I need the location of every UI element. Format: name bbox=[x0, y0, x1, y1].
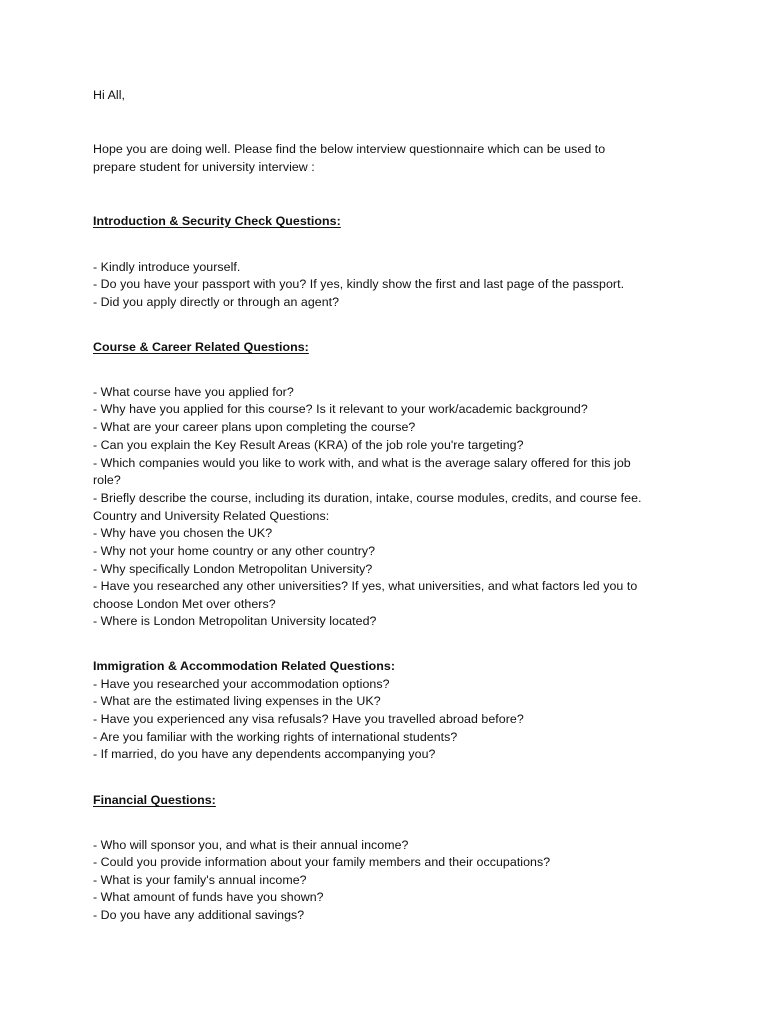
list-item: - Who will sponsor you, and what is their annual income? bbox=[93, 838, 409, 852]
list-item: - Why not your home country or any other country? bbox=[93, 544, 376, 558]
list-item: - Why have you chosen the UK? bbox=[93, 526, 273, 540]
list-item: choose London Met over others? bbox=[93, 597, 276, 611]
list-item: - What are your career plans upon completing the course? bbox=[93, 420, 416, 434]
list-item: - Where is London Metropolitan University located? bbox=[93, 614, 377, 628]
list-item: - Do you have your passport with you? If yes, kindly show the first and last page of the passport. bbox=[93, 277, 625, 291]
list-item: - Have you researched your accommodation options? bbox=[93, 677, 390, 691]
list-item: - Why specifically London Metropolitan University? bbox=[93, 562, 373, 576]
list-item: - Did you apply directly or through an agent? bbox=[93, 295, 340, 309]
list-item: - What is your family's annual income? bbox=[93, 873, 307, 887]
list-item: - Briefly describe the course, including its duration, intake, course modules, credits, and course fee. bbox=[93, 491, 642, 505]
intro-line-2: prepare student for university interview : bbox=[93, 160, 315, 174]
section-heading-security: Introduction & Security Check Questions: bbox=[93, 214, 341, 228]
list-item: - What course have you applied for? bbox=[93, 385, 294, 399]
intro-line-1: Hope you are doing well. Please find the below interview questionnaire which can be used to bbox=[93, 142, 606, 156]
list-item: - Have you researched any other universities? If yes, what universities, and what factors led you to bbox=[93, 579, 638, 593]
greeting: Hi All, bbox=[93, 88, 126, 102]
section-heading-financial: Financial Questions: bbox=[93, 793, 216, 807]
list-item: - Do you have any additional savings? bbox=[93, 908, 305, 922]
list-item: - Are you familiar with the working rights of international students? bbox=[93, 730, 458, 744]
section-heading-immigration: Immigration & Accommodation Related Questions: bbox=[93, 659, 396, 673]
list-item: - Which companies would you like to work with, and what is the average salary offered for this job bbox=[93, 456, 631, 470]
list-item: - Have you experienced any visa refusals? Have you travelled abroad before? bbox=[93, 712, 524, 726]
section-heading-course: Course & Career Related Questions: bbox=[93, 340, 309, 354]
subsection-heading-country: Country and University Related Questions: bbox=[93, 509, 330, 523]
list-item: - Can you explain the Key Result Areas (KRA) of the job role you're targeting? bbox=[93, 438, 524, 452]
list-item: - If married, do you have any dependents accompanying you? bbox=[93, 747, 436, 761]
list-item: - Could you provide information about your family members and their occupations? bbox=[93, 855, 551, 869]
list-item: role? bbox=[93, 473, 121, 487]
list-item: - What are the estimated living expenses in the UK? bbox=[93, 694, 381, 708]
list-item: - What amount of funds have you shown? bbox=[93, 890, 324, 904]
list-item: - Kindly introduce yourself. bbox=[93, 260, 241, 274]
list-item: - Why have you applied for this course? Is it relevant to your work/academic background? bbox=[93, 402, 588, 416]
